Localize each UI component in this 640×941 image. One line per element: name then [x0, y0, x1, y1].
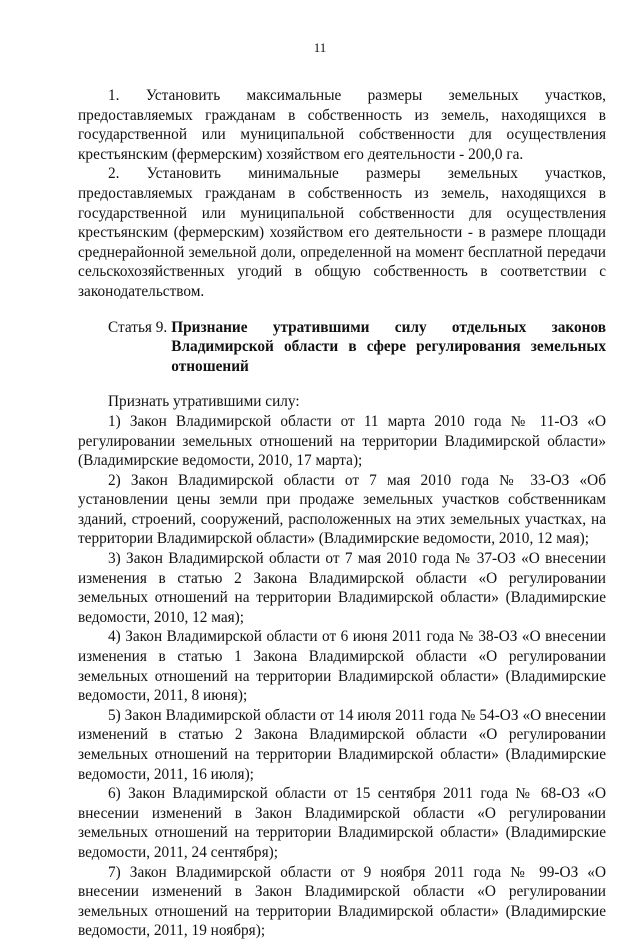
repeal-item: 1) Закон Владимирской области от 11 марта 2010 года № 11-ОЗ «О регулировании земельных отношений на территории Владимирской области» (Владимирские ведомости, 2010, 17 марта);	[78, 412, 606, 470]
repeal-item: 4) Закон Владимирской области от 6 июня 2011 года № 38-ОЗ «О внесении изменения в статью 1 Закона Владимирской области «О регулировании земельных отношений на территории Владимирской области» (Владимирские ведомости, 2011, 8 июня);	[78, 628, 606, 705]
repeal-item: 5) Закон Владимирской области от 14 июля 2011 года № 54-ОЗ «О внесении изменений в статью 2 Закона Владимирской области «О регулировании земельных отношений на территории Владимирской области» (Владимирские ведомости, 2011, 16 июля);	[78, 706, 606, 783]
repeal-item: 3) Закон Владимирской области от 7 мая 2010 года № 37-ОЗ «О внесении изменения в статью 2 Закона Владимирской области «О регулировании земельных отношений на территории Владимирской области» (Владимирские ведомости, 2010, 12 мая);	[78, 550, 606, 626]
repeal-lead: Признать утратившими силу:	[108, 393, 300, 411]
repeal-item: 6) Закон Владимирской области от 15 сентября 2011 года № 68-ОЗ «О внесении изменений в Закон Владимирской области «О регулировании земельных отношений на территории Владимирской области» (Владимирские ведомости, 2011, 24 сентября);	[78, 785, 606, 861]
document-body	[78, 86, 606, 941]
repeal-item: 7) Закон Владимирской области от 9 ноября 2011 года № 99-ОЗ «О внесении изменений в Закон Владимирской области «О регулировании земельных отношений на территории Владимирской области» (Владимирские ведомости, 2011, 19 ноября);	[78, 863, 606, 940]
paragraph-min-size: 2. Установить минимальные размеры земельных участков, предоставляемых гражданам в собственность из земель, находящихся в государственной или муниципальной собственности для осуществления крестьянским (фермерским) хозяйством его деятельности - в размере площади среднерайонной земельной доли, определенной на момент бесплатной передачи сельскохозяйственных угодий в общую собственность в соответствии с законодательством.	[78, 165, 606, 300]
page-number: 11	[313, 40, 327, 55]
article-title: Признание утратившими силу отдельных законов Владимирской области в сфере регулирования земельных отношений	[171, 318, 606, 375]
article-number: Статья 9.	[108, 318, 168, 336]
paragraph-max-size: 1. Установить максимальные размеры земельных участков, предоставляемых гражданам в собственность из земель, находящихся в государственной или муниципальной собственности для осуществления крестьянским (фермерским) хозяйством его деятельности - 200,0 га.	[78, 87, 606, 163]
article-heading	[78, 318, 606, 377]
repeal-item: 2) Закон Владимирской области от 7 мая 2010 года № 33-ОЗ «Об установлении цены земли при продаже земельных участков собственникам зданий, строений, сооружений, расположенных на этих земельных участках, на территории Владимирской области» (Владимирские ведомости, 2010, 12 мая);	[78, 471, 606, 548]
